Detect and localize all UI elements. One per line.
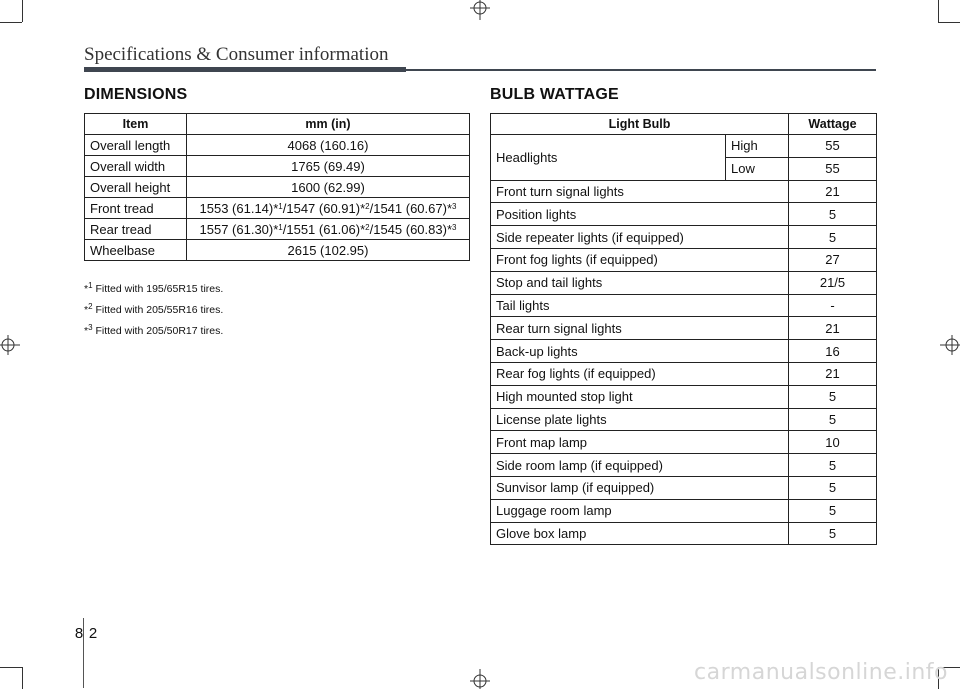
crop-mark bbox=[22, 667, 23, 689]
footnote bbox=[84, 319, 223, 340]
bulb-wattage: 21 bbox=[789, 362, 877, 385]
crop-mark bbox=[0, 667, 22, 668]
footnote bbox=[84, 298, 223, 319]
table-row bbox=[491, 522, 877, 545]
bulb-name: Luggage room lamp bbox=[491, 499, 789, 522]
page-index: 2 bbox=[88, 625, 98, 642]
footnote-ref: 3 bbox=[452, 222, 457, 232]
header-rule bbox=[406, 69, 876, 71]
dimension-value bbox=[187, 219, 470, 240]
table-row bbox=[85, 177, 470, 198]
bulb-name: Stop and tail lights bbox=[491, 271, 789, 294]
bulb-subtype: Low bbox=[726, 157, 789, 180]
dimension-item: Overall length bbox=[85, 135, 187, 156]
value-part: /1551 (61.06)* bbox=[282, 221, 366, 237]
bulb-name: Rear fog lights (if equipped) bbox=[491, 362, 789, 385]
bulb-subtype: High bbox=[726, 135, 789, 158]
footnote-number: 3 bbox=[88, 323, 93, 332]
footnote-mark: * bbox=[84, 304, 89, 316]
bulb-wattage: 5 bbox=[789, 203, 877, 226]
dimensions-title: DIMENSIONS bbox=[84, 86, 188, 103]
footnote bbox=[84, 277, 223, 298]
table-row bbox=[85, 198, 470, 219]
bulb-name: Sunvisor lamp (if equipped) bbox=[491, 476, 789, 499]
dimension-value: 4068 (160.16) bbox=[187, 135, 470, 156]
page-header-title: Specifications & Consumer information bbox=[84, 44, 389, 65]
header-bar bbox=[84, 67, 406, 72]
dimension-item: Wheelbase bbox=[85, 240, 187, 261]
bulb-wattage: 5 bbox=[789, 454, 877, 477]
crop-mark bbox=[22, 0, 23, 22]
registration-mark-bottom bbox=[470, 669, 490, 689]
value-part: 1557 (61.30)* bbox=[199, 221, 279, 237]
bulb-name: Side room lamp (if equipped) bbox=[491, 454, 789, 477]
column-header-wattage: Wattage bbox=[789, 114, 877, 135]
bulb-wattage: 21 bbox=[789, 317, 877, 340]
bulb-wattage-title: BULB WATTAGE bbox=[490, 86, 619, 103]
footnote-ref: 1 bbox=[278, 201, 283, 211]
bulb-name: Glove box lamp bbox=[491, 522, 789, 545]
bulb-wattage: 21 bbox=[789, 180, 877, 203]
chapter-number: 8 bbox=[74, 625, 84, 642]
registration-mark-right bbox=[940, 335, 960, 355]
value-part: 1553 (61.14)* bbox=[199, 200, 279, 216]
table-row bbox=[491, 317, 877, 340]
footnote-text: Fitted with 205/50R17 tires. bbox=[92, 325, 224, 337]
footnote-text: Fitted with 195/65R15 tires. bbox=[92, 283, 224, 295]
bulb-name: License plate lights bbox=[491, 408, 789, 431]
footnotes bbox=[84, 277, 223, 340]
bulb-name: Side repeater lights (if equipped) bbox=[491, 226, 789, 249]
dimension-item: Front tread bbox=[85, 198, 187, 219]
watermark: carmanualsonline.info bbox=[694, 660, 948, 685]
registration-mark-left bbox=[0, 335, 20, 355]
value-part: /1547 (60.91)* bbox=[282, 200, 366, 216]
footnote-number: 2 bbox=[88, 302, 93, 311]
registration-mark-top bbox=[470, 0, 490, 20]
bulb-name: Front fog lights (if equipped) bbox=[491, 248, 789, 271]
value-part: /1545 (60.83)* bbox=[369, 221, 453, 237]
table-row bbox=[85, 240, 470, 261]
dimension-value bbox=[187, 198, 470, 219]
page-number bbox=[72, 625, 100, 642]
bulb-name: Rear turn signal lights bbox=[491, 317, 789, 340]
table-row bbox=[491, 499, 877, 522]
dimension-item: Overall height bbox=[85, 177, 187, 198]
value-part: /1541 (60.67)* bbox=[369, 200, 453, 216]
dimension-value: 1765 (69.49) bbox=[187, 156, 470, 177]
bulb-wattage: - bbox=[789, 294, 877, 317]
footnote-number: 1 bbox=[88, 281, 93, 290]
bulb-wattage-table bbox=[490, 113, 877, 545]
table-row bbox=[491, 431, 877, 454]
table-row bbox=[491, 408, 877, 431]
footnote-ref: 2 bbox=[365, 222, 370, 232]
table-row bbox=[85, 219, 470, 240]
table-row bbox=[491, 226, 877, 249]
bulb-name: Position lights bbox=[491, 203, 789, 226]
bulb-name: Headlights bbox=[491, 135, 726, 181]
table-row bbox=[491, 362, 877, 385]
table-row bbox=[491, 454, 877, 477]
bulb-name: High mounted stop light bbox=[491, 385, 789, 408]
bulb-wattage: 5 bbox=[789, 476, 877, 499]
table-row bbox=[491, 203, 877, 226]
dimension-item: Overall width bbox=[85, 156, 187, 177]
dimensions-table bbox=[84, 113, 470, 261]
bulb-wattage: 10 bbox=[789, 431, 877, 454]
column-header-light-bulb: Light Bulb bbox=[491, 114, 789, 135]
bulb-wattage: 5 bbox=[789, 522, 877, 545]
footnote-mark: * bbox=[84, 283, 89, 295]
bulb-wattage: 21/5 bbox=[789, 271, 877, 294]
crop-mark bbox=[0, 22, 22, 23]
footnote-ref: 2 bbox=[365, 201, 370, 211]
table-header-row bbox=[85, 114, 470, 135]
page-number-divider bbox=[83, 618, 84, 688]
footnote-ref: 1 bbox=[278, 222, 283, 232]
bulb-wattage: 5 bbox=[789, 408, 877, 431]
crop-mark bbox=[938, 22, 960, 23]
table-row bbox=[491, 385, 877, 408]
bulb-name: Front turn signal lights bbox=[491, 180, 789, 203]
table-row bbox=[491, 476, 877, 499]
table-row bbox=[491, 294, 877, 317]
table-row bbox=[491, 271, 877, 294]
column-header-mm: mm (in) bbox=[187, 114, 470, 135]
bulb-name: Back-up lights bbox=[491, 340, 789, 363]
crop-mark bbox=[938, 0, 939, 22]
table-row bbox=[85, 156, 470, 177]
bulb-rows bbox=[491, 180, 877, 545]
table-row bbox=[491, 180, 877, 203]
bulb-wattage: 16 bbox=[789, 340, 877, 363]
table-header-row bbox=[491, 114, 877, 135]
table-row bbox=[491, 135, 877, 158]
bulb-name: Front map lamp bbox=[491, 431, 789, 454]
bulb-wattage: 55 bbox=[789, 135, 877, 158]
bulb-wattage: 5 bbox=[789, 226, 877, 249]
dimension-value: 1600 (62.99) bbox=[187, 177, 470, 198]
footnote-text: Fitted with 205/55R16 tires. bbox=[92, 304, 224, 316]
bulb-name: Tail lights bbox=[491, 294, 789, 317]
table-row bbox=[85, 135, 470, 156]
dimension-item: Rear tread bbox=[85, 219, 187, 240]
table-row bbox=[491, 248, 877, 271]
bulb-wattage: 55 bbox=[789, 157, 877, 180]
footnote-mark: * bbox=[84, 325, 89, 337]
column-header-item: Item bbox=[85, 114, 187, 135]
bulb-wattage: 5 bbox=[789, 385, 877, 408]
table-row bbox=[491, 340, 877, 363]
dimension-value: 2615 (102.95) bbox=[187, 240, 470, 261]
footnote-ref: 3 bbox=[452, 201, 457, 211]
bulb-wattage: 5 bbox=[789, 499, 877, 522]
bulb-wattage: 27 bbox=[789, 248, 877, 271]
